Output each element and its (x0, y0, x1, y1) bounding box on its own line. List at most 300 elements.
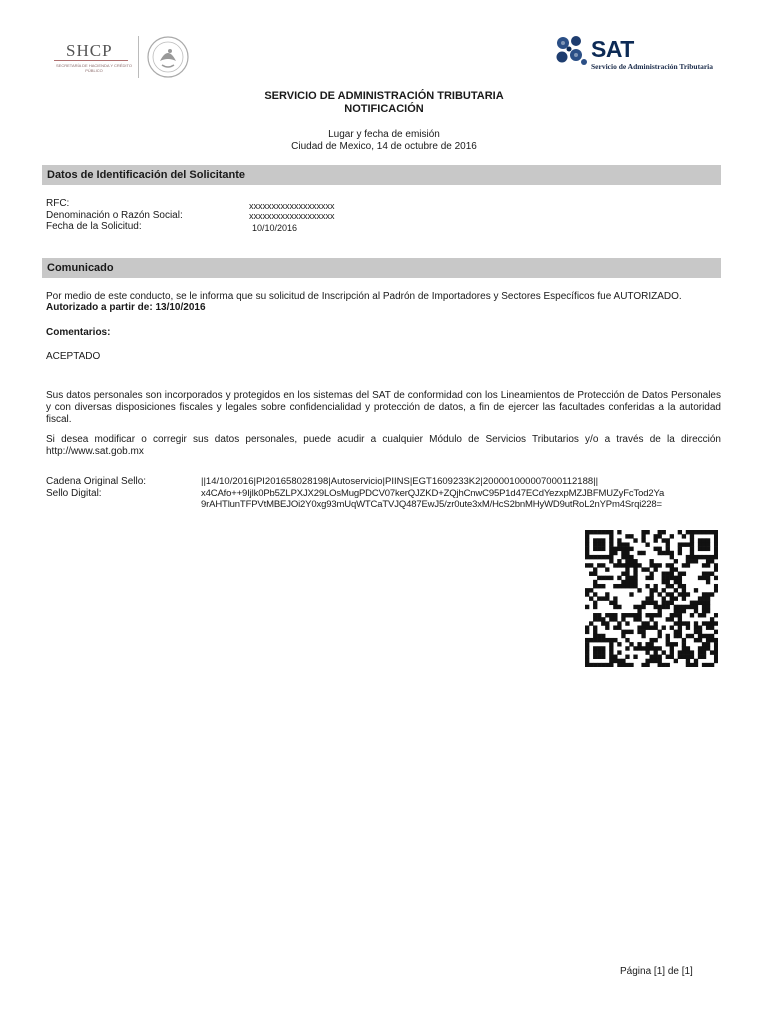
qr-module (698, 638, 702, 642)
qr-module (682, 596, 686, 600)
qr-module (597, 646, 601, 650)
qr-module (678, 613, 682, 617)
qr-module (674, 642, 678, 646)
page-number: Página [1] de [1] (620, 966, 693, 977)
qr-module (605, 555, 609, 559)
qr-module (682, 650, 686, 654)
qr-module (654, 601, 658, 605)
logo-divider (138, 36, 139, 78)
qr-module (654, 659, 658, 663)
digital-seal-label: Sello Digital: (46, 488, 102, 499)
qr-module (589, 572, 593, 576)
qr-module (682, 605, 686, 609)
qr-module (686, 530, 690, 534)
qr-module (670, 617, 674, 621)
qr-module (686, 625, 690, 629)
qr-module (654, 563, 658, 567)
qr-module (601, 563, 605, 567)
name-label: Denominación o Razón Social: (46, 210, 183, 221)
qr-module (597, 613, 601, 617)
qr-module (617, 542, 621, 546)
qr-module (686, 555, 690, 559)
qr-module (658, 655, 662, 659)
qr-module (609, 663, 613, 667)
qr-module (597, 584, 601, 588)
qr-module (613, 617, 617, 621)
qr-module (678, 530, 682, 534)
qr-module (649, 613, 653, 617)
qr-module (637, 646, 641, 650)
qr-module (682, 655, 686, 659)
qr-module (662, 601, 666, 605)
qr-module (710, 572, 714, 576)
qr-module (706, 563, 710, 567)
qr-module (666, 663, 670, 667)
qr-module (601, 596, 605, 600)
qr-module (617, 584, 621, 588)
qr-module (710, 650, 714, 654)
qr-module (613, 601, 617, 605)
qr-module (654, 650, 658, 654)
qr-module (585, 547, 589, 551)
qr-module (645, 567, 649, 571)
qr-module (601, 634, 605, 638)
privacy-notice: Sus datos personales son incorporados y protegidos en los sistemas del SAT de conformidad con los Lineamientos de Protección de Datos Personales y con diversas disposiciones fiscales y legales sobre confidencialidad y protección de datos, a fin de ejercer las facultades conferidas a la autoridad fiscal. (46, 390, 721, 425)
qr-module (625, 580, 629, 584)
qr-module (654, 567, 658, 571)
qr-module (641, 601, 645, 605)
qr-module (625, 613, 629, 617)
qr-module (585, 659, 589, 663)
qr-module (649, 659, 653, 663)
document-title: SERVICIO DE ADMINISTRACIÓN TRIBUTARIA (264, 90, 504, 102)
qr-module (621, 551, 625, 555)
qr-module (641, 567, 645, 571)
qr-module (702, 634, 706, 638)
qr-module (609, 538, 613, 542)
rfc-value: xxxxxxxxxxxxxxxxxxx (249, 201, 335, 211)
qr-module (714, 613, 718, 617)
qr-module (605, 663, 609, 667)
qr-module (593, 646, 597, 650)
authorized-from: Autorizado a partir de: 13/10/2016 (46, 302, 206, 313)
qr-module (674, 605, 678, 609)
qr-module (625, 534, 629, 538)
qr-module (649, 655, 653, 659)
qr-module (690, 530, 694, 534)
qr-module (645, 596, 649, 600)
qr-module (641, 630, 645, 634)
qr-module (601, 646, 605, 650)
qr-module (605, 530, 609, 534)
qr-module (690, 538, 694, 542)
qr-module (698, 542, 702, 546)
qr-module (645, 601, 649, 605)
qr-module (609, 551, 613, 555)
qr-module (662, 538, 666, 542)
qr-module (633, 576, 637, 580)
qr-module (637, 588, 641, 592)
qr-module (589, 638, 593, 642)
qr-module (694, 588, 698, 592)
qr-module (617, 650, 621, 654)
shcp-logo-rule (54, 60, 128, 61)
qr-module (585, 563, 589, 567)
qr-module (658, 534, 662, 538)
qr-module (686, 634, 690, 638)
qr-module (662, 605, 666, 609)
qr-module (670, 592, 674, 596)
qr-module (625, 551, 629, 555)
qr-module (686, 605, 690, 609)
qr-module (645, 642, 649, 646)
qr-module (658, 634, 662, 638)
qr-module (613, 625, 617, 629)
qr-module (625, 547, 629, 551)
qr-module (593, 572, 597, 576)
qr-module (678, 634, 682, 638)
qr-module (702, 650, 706, 654)
qr-module (710, 663, 714, 667)
qr-module (645, 621, 649, 625)
qr-module (641, 621, 645, 625)
qr-module (658, 563, 662, 567)
qr-module (601, 663, 605, 667)
qr-module (694, 530, 698, 534)
qr-module (658, 551, 662, 555)
qr-module (666, 601, 670, 605)
qr-module (682, 588, 686, 592)
qr-module (666, 547, 670, 551)
qr-module (654, 646, 658, 650)
qr-module (698, 596, 702, 600)
qr-module (617, 605, 621, 609)
qr-module (613, 563, 617, 567)
qr-module (585, 592, 589, 596)
qr-module (605, 576, 609, 580)
qr-module (674, 576, 678, 580)
qr-module (593, 547, 597, 551)
qr-module (597, 650, 601, 654)
qr-module (601, 538, 605, 542)
qr-module (706, 530, 710, 534)
qr-module (609, 547, 613, 551)
qr-module (662, 588, 666, 592)
qr-module (593, 567, 597, 571)
qr-module (654, 638, 658, 642)
qr-module (654, 625, 658, 629)
qr-module (690, 650, 694, 654)
qr-module (662, 572, 666, 576)
qr-module (670, 555, 674, 559)
qr-module (589, 596, 593, 600)
qr-module (601, 638, 605, 642)
qr-module (585, 625, 589, 629)
qr-module (605, 596, 609, 600)
qr-module (605, 613, 609, 617)
qr-module (629, 592, 633, 596)
qr-module (654, 613, 658, 617)
qr-module (637, 609, 641, 613)
qr-module (625, 567, 629, 571)
qr-module (641, 634, 645, 638)
qr-module (645, 659, 649, 663)
qr-module (593, 634, 597, 638)
qr-module (666, 576, 670, 580)
qr-module (658, 659, 662, 663)
qr-module (658, 605, 662, 609)
qr-module (613, 551, 617, 555)
qr-module (625, 663, 629, 667)
qr-module (597, 547, 601, 551)
mexican-seal-icon (146, 35, 190, 79)
qr-module (666, 572, 670, 576)
qr-module (674, 559, 678, 563)
qr-module (633, 567, 637, 571)
chain-label: Cadena Original Sello: (46, 476, 147, 487)
qr-module (633, 584, 637, 588)
qr-module (706, 576, 710, 580)
qr-module (613, 655, 617, 659)
qr-module (593, 630, 597, 634)
qr-module (690, 555, 694, 559)
qr-module (605, 592, 609, 596)
qr-module (589, 663, 593, 667)
qr-module (658, 609, 662, 613)
rfc-label: RFC: (46, 198, 70, 209)
qr-module (625, 563, 629, 567)
qr-module (678, 580, 682, 584)
qr-module (714, 530, 718, 534)
qr-module (706, 621, 710, 625)
qr-module (706, 559, 710, 563)
qr-module (654, 534, 658, 538)
qr-module (645, 663, 649, 667)
request-date-value: 10/10/2016 (252, 223, 298, 233)
qr-module (702, 547, 706, 551)
qr-module (706, 601, 710, 605)
chain-value: ||14/10/2016|PI201658028198|Autoservicio|PIINS|EGT1609233K2|200001000007000112188|| (201, 476, 599, 487)
qr-module (593, 584, 597, 588)
qr-module (593, 580, 597, 584)
qr-module (714, 588, 718, 592)
qr-module (678, 655, 682, 659)
qr-module (654, 584, 658, 588)
qr-module (637, 617, 641, 621)
qr-module (589, 563, 593, 567)
qr-module (593, 625, 597, 629)
qr-module (585, 650, 589, 654)
qr-module (666, 563, 670, 567)
qr-module (706, 663, 710, 667)
qr-module (706, 592, 710, 596)
qr-module (597, 663, 601, 667)
qr-module (589, 555, 593, 559)
qr-module (694, 555, 698, 559)
qr-module (625, 646, 629, 650)
qr-module (690, 634, 694, 638)
qr-module (678, 609, 682, 613)
qr-module (649, 563, 653, 567)
qr-module (654, 655, 658, 659)
qr-module (629, 584, 633, 588)
qr-module (714, 646, 718, 650)
qr-module (593, 601, 597, 605)
qr-module (714, 567, 718, 571)
qr-module (670, 563, 674, 567)
qr-module (710, 638, 714, 642)
qr-module (670, 596, 674, 600)
qr-module (589, 588, 593, 592)
qr-module (597, 655, 601, 659)
qr-module (621, 547, 625, 551)
qr-module (714, 542, 718, 546)
qr-module (585, 638, 589, 642)
qr-module (633, 646, 637, 650)
qr-module (654, 538, 658, 542)
qr-module (670, 642, 674, 646)
qr-module (649, 601, 653, 605)
qr-module (585, 646, 589, 650)
qr-module (674, 609, 678, 613)
qr-module (678, 621, 682, 625)
qr-module (601, 542, 605, 546)
section-title: Datos de Identificación del Solicitante (47, 169, 246, 181)
qr-module (670, 646, 674, 650)
qr-module (645, 613, 649, 617)
qr-module (694, 625, 698, 629)
qr-module (666, 638, 670, 642)
qr-module (585, 555, 589, 559)
qr-module (593, 613, 597, 617)
qr-module (625, 576, 629, 580)
qr-module (658, 630, 662, 634)
sat-logo-text: SAT (591, 36, 634, 62)
qr-module (714, 547, 718, 551)
qr-module (621, 555, 625, 559)
qr-module (666, 592, 670, 596)
shcp-logo-subtitle: SECRETARÍA DE HACIENDA Y CRÉDITO PÚBLICO (56, 63, 132, 73)
qr-module (593, 538, 597, 542)
qr-module (629, 555, 633, 559)
qr-module (682, 646, 686, 650)
qr-module (617, 576, 621, 580)
qr-module (698, 547, 702, 551)
qr-module (609, 534, 613, 538)
qr-module (649, 576, 653, 580)
document-subtitle: NOTIFICACIÓN (344, 103, 424, 115)
qr-module (593, 592, 597, 596)
qr-module (706, 547, 710, 551)
qr-module (698, 601, 702, 605)
qr-module (601, 547, 605, 551)
qr-module (637, 551, 641, 555)
qr-module (613, 605, 617, 609)
qr-module (670, 613, 674, 617)
qr-module (654, 588, 658, 592)
qr-module (597, 542, 601, 546)
section-header-identification (42, 165, 721, 185)
qr-module (686, 663, 690, 667)
qr-module (702, 596, 706, 600)
qr-module (670, 655, 674, 659)
qr-module (645, 542, 649, 546)
qr-module (621, 572, 625, 576)
qr-module (585, 605, 589, 609)
authorization-message: Por medio de este conducto, se le informa que su solicitud de Inscripción al Padrón de Importadores y Sectores Específicos fue AUTORIZADO. (46, 291, 682, 302)
qr-module (714, 538, 718, 542)
qr-module (662, 663, 666, 667)
issue-value: Ciudad de Mexico, 14 de octubre de 2016 (291, 141, 477, 152)
qr-module (694, 605, 698, 609)
qr-module (617, 659, 621, 663)
qr-module (637, 630, 641, 634)
qr-module (633, 605, 637, 609)
qr-module (670, 576, 674, 580)
qr-module (609, 650, 613, 654)
qr-module (601, 617, 605, 621)
qr-module (690, 655, 694, 659)
qr-module (625, 555, 629, 559)
qr-module (609, 613, 613, 617)
qr-module (714, 551, 718, 555)
qr-module (706, 625, 710, 629)
qr-module (666, 542, 670, 546)
qr-module (609, 659, 613, 663)
qr-module (609, 638, 613, 642)
qr-module (613, 547, 617, 551)
qr-module (702, 538, 706, 542)
qr-module (690, 551, 694, 555)
qr-module (658, 613, 662, 617)
qr-module (698, 646, 702, 650)
qr-module (654, 547, 658, 551)
qr-module (682, 638, 686, 642)
qr-module (617, 530, 621, 534)
name-value: xxxxxxxxxxxxxxxxxxx (249, 211, 335, 221)
qr-module (686, 659, 690, 663)
qr-module (649, 588, 653, 592)
qr-module (706, 605, 710, 609)
qr-module (678, 572, 682, 576)
qr-module (585, 542, 589, 546)
qr-module (641, 605, 645, 609)
qr-module (678, 547, 682, 551)
qr-module (621, 617, 625, 621)
qr-module (605, 621, 609, 625)
qr-module (670, 572, 674, 576)
qr-module (690, 534, 694, 538)
qr-module (698, 655, 702, 659)
qr-module (649, 638, 653, 642)
qr-module (617, 621, 621, 625)
qr-module (605, 625, 609, 629)
qr-module (694, 659, 698, 663)
qr-module (666, 538, 670, 542)
qr-module (601, 621, 605, 625)
qr-module (694, 559, 698, 563)
qr-module (702, 613, 706, 617)
qr-module (682, 584, 686, 588)
qr-module (662, 650, 666, 654)
qr-module (637, 613, 641, 617)
qr-module (670, 567, 674, 571)
qr-module (585, 663, 589, 667)
qr-module (649, 592, 653, 596)
qr-module (593, 650, 597, 654)
qr-module (609, 530, 613, 534)
qr-module (702, 542, 706, 546)
